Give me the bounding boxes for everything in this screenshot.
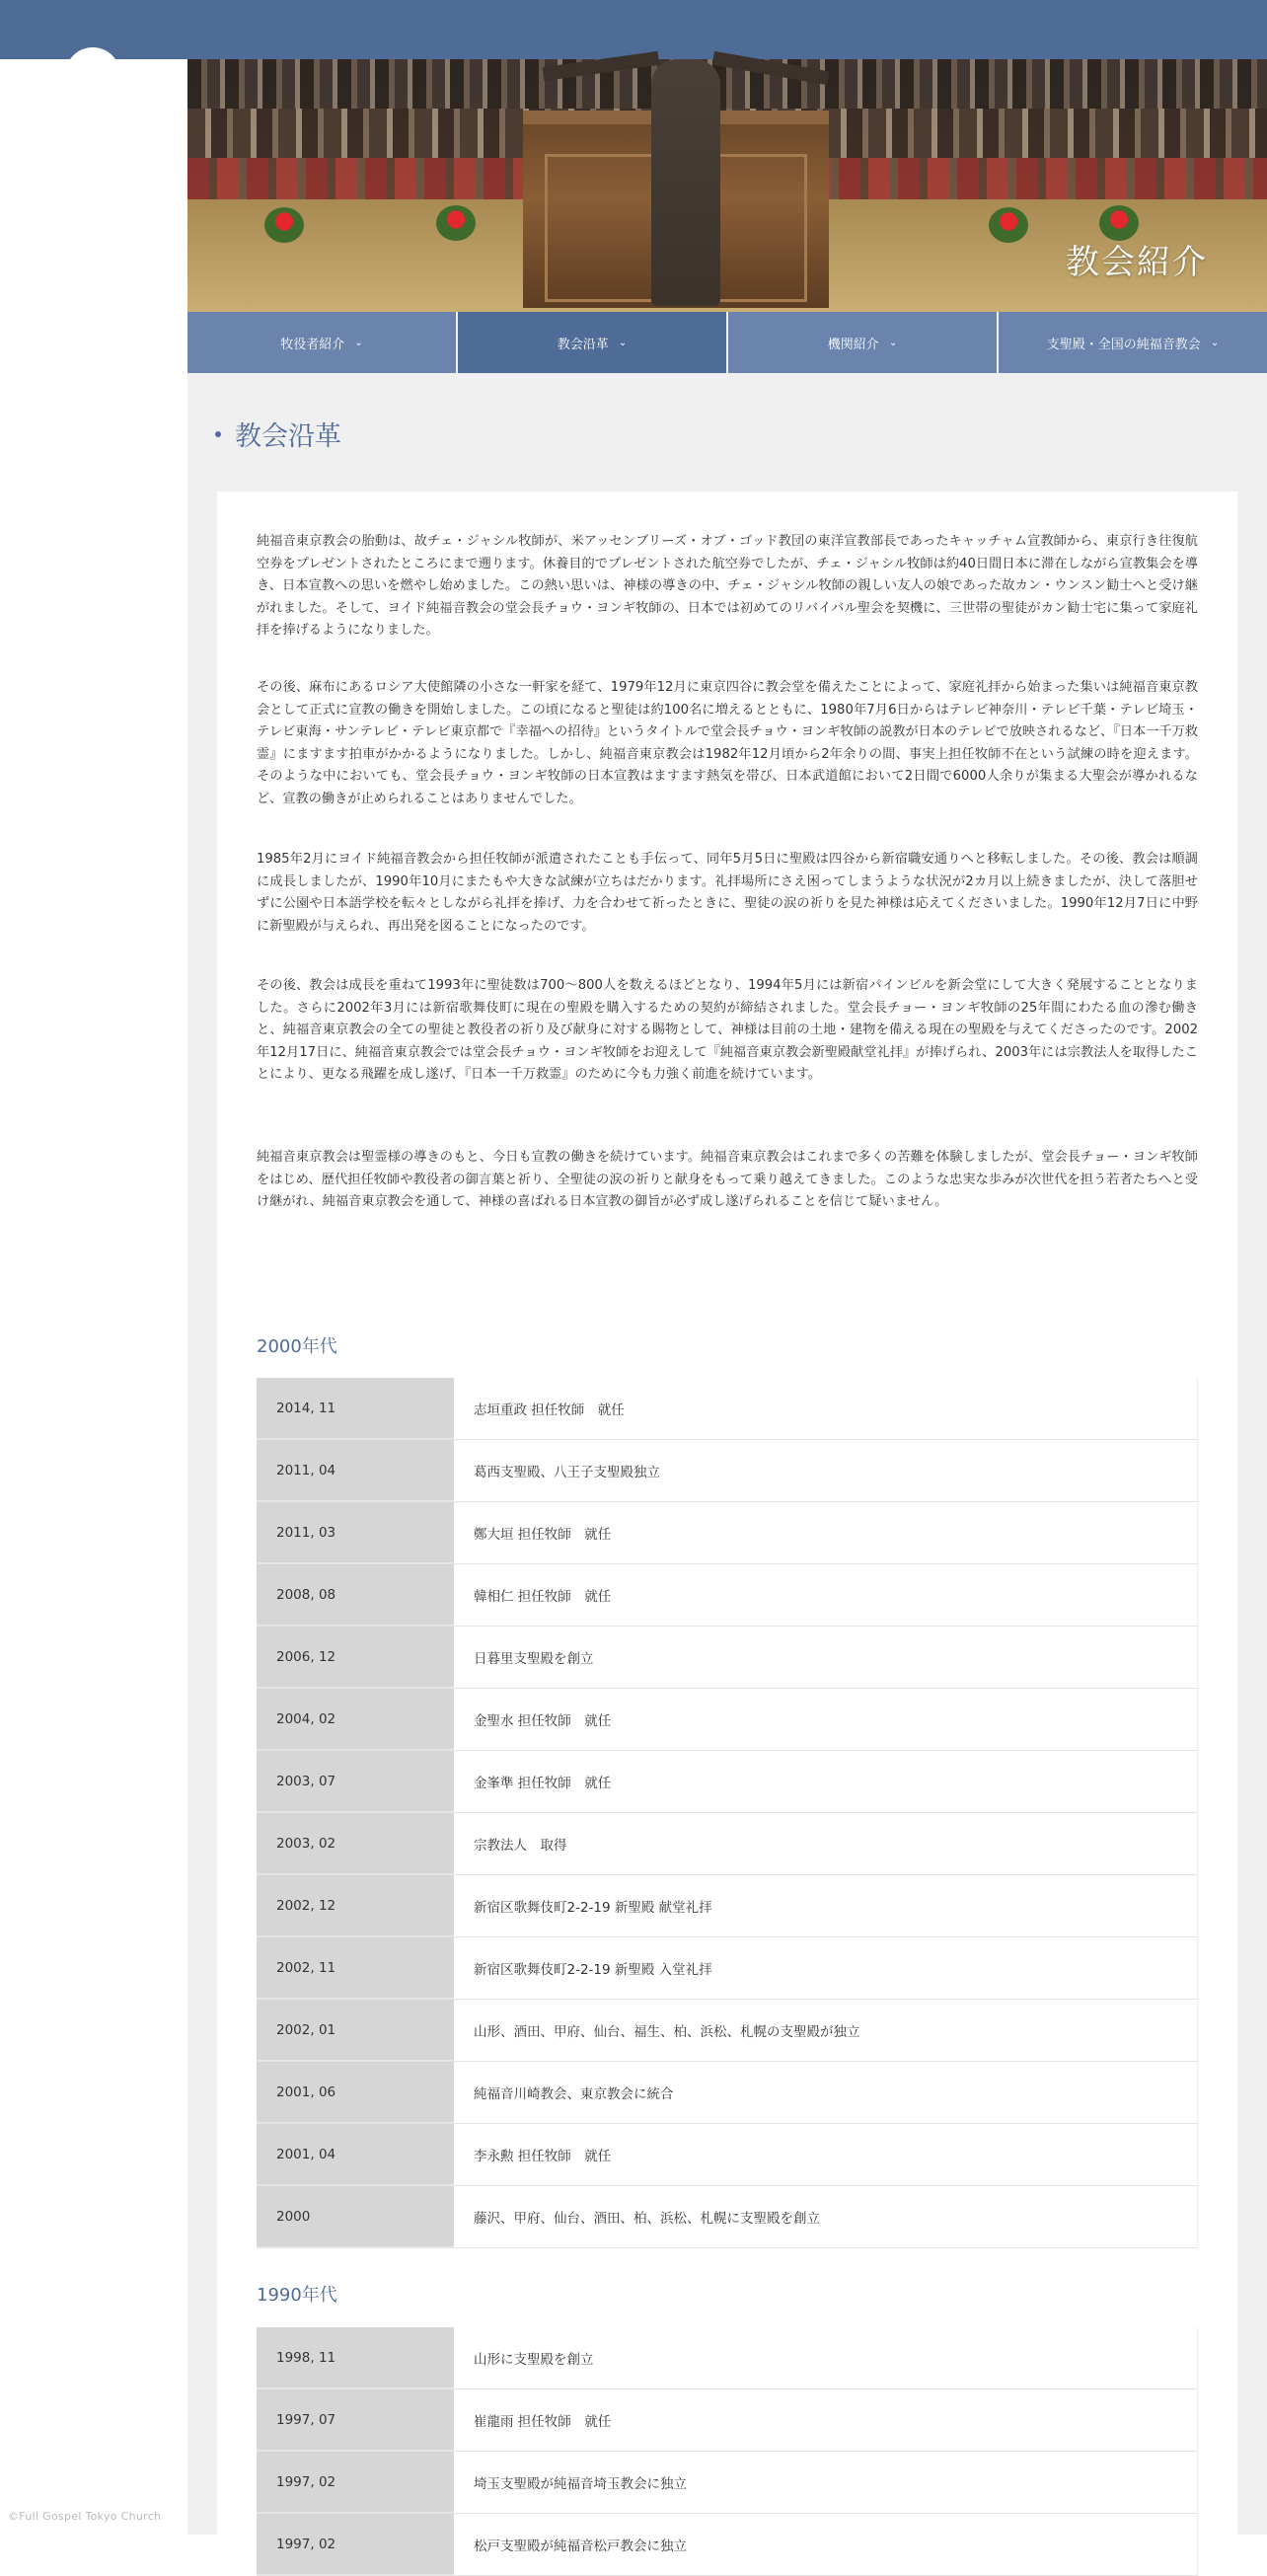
- table-row: [257, 1440, 1198, 1502]
- tab-pastors[interactable]: [187, 312, 458, 373]
- row-event: 松戸支聖殿が純福音松戸教会に独立: [454, 2514, 1198, 2575]
- tab-label: 牧役者紹介: [280, 337, 345, 352]
- table-row: [257, 1502, 1198, 1564]
- bullet-icon: [215, 431, 221, 437]
- table-row: [257, 2186, 1198, 2248]
- section-nav: [187, 312, 1267, 373]
- row-event: 藤沢、甲府、仙台、酒田、柏、浜松、札幌に支聖殿を創立: [454, 2186, 1198, 2247]
- tab-branches[interactable]: [999, 312, 1267, 373]
- history-paragraph: 純福音東京教会の胎動は、故チェ・ジャシル牧師が、米アッセンブリーズ・オブ・ゴッド教団の東洋宣教部長であったキャッチャム宣教師から、東京行き往復航空券をプレゼントされたところにまで遡ります。休養目的でプレゼントされた航空券でしたが、チェ・ジャシル牧師は約40日間日本に滞在しながら宣教集会を導き、日本宣教への思いを燃やし始めました。この熱い思いは、神様の導きの中、チェ・ジャシル牧師の親しい友人の娘であった故カン・ウンスン勧士へと受け継がれました。そして、ヨイド純福音教会の堂会長チョウ・ヨンギ牧師の、日本では初めてのリバイバル聖会を契機に、三世帯の聖徒がカン勧士宅に集って家庭礼拝を捧げるようになりました。: [257, 534, 1198, 638]
- row-date: 2011, 03: [257, 1502, 454, 1563]
- row-date: 2000: [257, 2186, 454, 2247]
- table-row: [257, 1627, 1198, 1689]
- table-row: [257, 1937, 1198, 2000]
- row-event: 新宿区歌舞伎町2-2-19 新聖殿 献堂礼拝: [454, 1875, 1198, 1936]
- row-date: 2008, 08: [257, 1564, 454, 1626]
- section-title: 教会沿革: [235, 421, 341, 452]
- history-paragraph: その後、麻布にあるロシア大使館隣の小さな一軒家を経て、1979年12月に東京四谷に教会堂を備えたことによって、家庭礼拝から始まった集いは純福音東京教会として正式に宣教の働きを開始しました。この頃になると聖徒は約100名に増えるとともに、1980年7月6日からはテレビ神奈川・テレビ千葉・テレビ埼玉・テレビ東海・サンテレビ・テレビ東京都で『幸福への招待』というタイトルで堂会長チョウ・ヨンギ牧師の説教が日本のテレビで放映されるなど、『日本一千万救霊』にますます拍車がかかるようになりました。しかし、純福音東京教会は1982年12月頃から2年余りの間、事実上担任牧師不在という試練の時を迎えます。そのような中においても、堂会長チョウ・ヨンギ牧師の日本宣教はますます熱気を帯び、日本武道館において2日間で6000人余りが集まる大聖会が導かれるなど、宣教の働きが止められることはありませんでした。: [257, 680, 1198, 806]
- site-header-bar: [0, 0, 1267, 59]
- poinsettia-image: [436, 205, 476, 241]
- chevron-down-icon: ⌄: [354, 337, 363, 348]
- history-card: [217, 492, 1237, 2554]
- row-date: 2002, 01: [257, 2000, 454, 2061]
- row-event: 山形に支聖殿を創立: [454, 2327, 1198, 2388]
- hero-banner: [187, 59, 1267, 312]
- row-date: 2014, 11: [257, 1378, 454, 1439]
- row-event: 金聖水 担任牧師 就任: [454, 1689, 1198, 1750]
- table-row: [257, 1689, 1198, 1751]
- row-date: 1997, 02: [257, 2452, 454, 2513]
- history-paragraph: 1985年2月にヨイド純福音教会から担任牧師が派遣されたことも手伝って、同年5月5日に聖殿は四谷から新宿職安通りへと移転しました。その後、教会は順調に成長しましたが、1990年10月にまたもや大きな試練が立ちはだかります。礼拝場所にさえ困ってしまうような状況が2カ月以上続きましたが、決して落胆せずに公園や日本語学校を転々としながら礼拝を捧げ、力を合わせて祈ったときに、聖徒の涙の祈りを見た神様は応えてくださいました。1990年12月7日に中野に新聖殿が与えられ、再出発を図ることになったのです。: [257, 852, 1198, 934]
- poinsettia-image: [989, 207, 1028, 243]
- row-date: 2003, 02: [257, 1813, 454, 1874]
- row-event: 崔龍雨 担任牧師 就任: [454, 2389, 1198, 2451]
- row-date: 2006, 12: [257, 1627, 454, 1688]
- chevron-down-icon: ⌄: [888, 337, 898, 348]
- table-row: [257, 1813, 1198, 1875]
- page-title: 教会紹介: [1066, 243, 1208, 282]
- history-paragraph: その後、教会は成長を重ねて1993年に聖徒数は700～800人を数えるほどとなり、1994年5月には新宿パインビルを新会堂にして大きく発展することとなりました。さらに2002年3月には新宿歌舞伎町に現在の聖殿を購入するための契約が締結されました。堂会長チョー・ヨンギ牧師の25年間にわたる血の滲む働きと、純福音東京教会の全ての聖徒と教役者の祈り及び献身に対する賜物として、神様は目前の土地・建物を備える現在の聖殿を与えてくださったのです。2002年12月17日に、純福音東京教会では堂会長チョウ・ヨンギ牧師をお迎えして『純福音東京教会新聖殿献堂礼拝』が捧げられ、2003年には宗教法人を取得したことにより、更なる飛躍を成し遂げ、『日本一千万救霊』のために今も力強く前進を続けています。: [257, 978, 1198, 1082]
- row-date: 2002, 11: [257, 1937, 454, 1999]
- history-table: [257, 2327, 1198, 2576]
- row-event: 日暮里支聖殿を創立: [454, 1627, 1198, 1688]
- history-table: [257, 1378, 1198, 2248]
- row-event: 山形、酒田、甲府、仙台、福生、柏、浜松、札幌の支聖殿が独立: [454, 2000, 1198, 2061]
- table-row: [257, 2124, 1198, 2186]
- main-content: [187, 59, 1267, 2554]
- row-event: 純福音川崎教会、東京教会に統合: [454, 2062, 1198, 2123]
- chevron-down-icon: ⌄: [618, 337, 628, 348]
- row-date: 1997, 02: [257, 2514, 454, 2575]
- row-event: 李永勲 担任牧師 就任: [454, 2124, 1198, 2185]
- tab-label: 支聖殿・全国の純福音教会: [1046, 337, 1201, 352]
- tab-label: 教会沿革: [557, 337, 609, 352]
- row-date: 1997, 07: [257, 2389, 454, 2451]
- row-event: 鄭大垣 担任牧師 就任: [454, 1502, 1198, 1563]
- row-event: 埼玉支聖殿が純福音埼玉教会に独立: [454, 2452, 1198, 2513]
- row-date: 2003, 07: [257, 1751, 454, 1812]
- table-row: [257, 1751, 1198, 1813]
- decade-heading: 1990年代: [257, 2285, 337, 2306]
- tab-label: 機関紹介: [827, 337, 879, 352]
- table-row: [257, 1378, 1198, 1440]
- chevron-down-icon: ⌄: [1210, 337, 1220, 348]
- section-heading: [215, 415, 341, 453]
- row-date: 2011, 04: [257, 1440, 454, 1501]
- copyright-text: ©Full Gospel Tokyo Church: [8, 2510, 162, 2523]
- row-event: 金峯準 担任牧師 就任: [454, 1751, 1198, 1812]
- table-row: [257, 2327, 1198, 2389]
- table-row: [257, 2389, 1198, 2452]
- table-row: [257, 2514, 1198, 2576]
- decade-heading: 2000年代: [257, 1336, 337, 1357]
- pastor-figure: [651, 59, 720, 306]
- row-date: 2001, 04: [257, 2124, 454, 2185]
- row-event: 志垣重政 担任牧師 就任: [454, 1378, 1198, 1439]
- row-event: 新宿区歌舞伎町2-2-19 新聖殿 入堂礼拝: [454, 1937, 1198, 1999]
- table-row: [257, 1875, 1198, 1937]
- tab-history[interactable]: [458, 312, 728, 373]
- row-event: 葛西支聖殿、八王子支聖殿独立: [454, 1440, 1198, 1501]
- table-row: [257, 2000, 1198, 2062]
- row-date: 2001, 06: [257, 2062, 454, 2123]
- row-date: 1998, 11: [257, 2327, 454, 2388]
- table-row: [257, 1564, 1198, 1627]
- poinsettia-image: [264, 207, 304, 243]
- tab-organizations[interactable]: [728, 312, 999, 373]
- row-date: 2004, 02: [257, 1689, 454, 1750]
- row-date: 2002, 12: [257, 1875, 454, 1936]
- row-event: 宗教法人 取得: [454, 1813, 1198, 1874]
- table-row: [257, 2452, 1198, 2514]
- left-sidebar: [0, 59, 187, 2535]
- history-paragraph: 純福音東京教会は聖霊様の導きのもと、今日も宣教の働きを続けています。純福音東京教会はこれまで多くの苦難を体験しましたが、堂会長チョー・ヨンギ牧師をはじめ、歴代担任牧師や教役者の御言葉と祈り、全聖徒の涙の祈りと献身をもって乗り越えてきました。このような忠実な歩みが次世代を担う若者たちへと受け継がれ、純福音東京教会を通して、神様の喜ばれる日本宣教の御旨が必ず成し遂げられることを信じて疑いません。: [257, 1150, 1198, 1209]
- table-row: [257, 2062, 1198, 2124]
- row-event: 韓相仁 担任牧師 就任: [454, 1564, 1198, 1626]
